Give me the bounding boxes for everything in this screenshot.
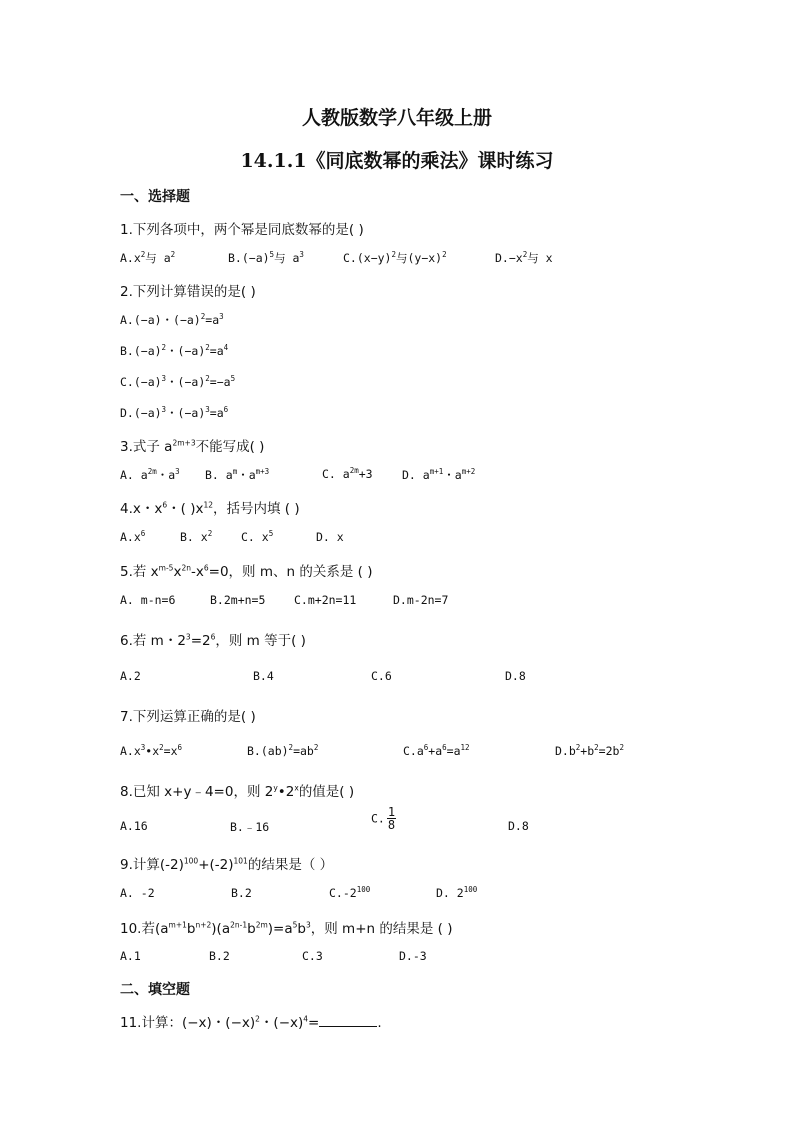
q1-option-d: $D.-x^2$与 x xyxy=(495,250,553,265)
question-1: 1.下列各项中，两个幂是同底数幂的是( ) xyxy=(120,222,364,238)
q7-option-a: $A.x^3•x^2=x^6$ xyxy=(120,743,183,758)
q10-option-c: C.3 xyxy=(302,949,323,963)
q1-option-a: $A.x^2$与 $a^2$ xyxy=(120,250,176,265)
question-9: 9.计算$(-2)^{100}+(-2)^{101}$的结果是（ ） xyxy=(120,856,334,873)
q8-option-a: A.16 xyxy=(120,819,148,833)
answer-blank[interactable] xyxy=(319,1014,377,1027)
question-2: 2.下列计算错误的是( ) xyxy=(120,284,256,300)
page-subtitle: 14.1.1《同底数幂的乘法》课时练习 xyxy=(240,150,554,172)
question-5: 5.若 $x^{m-5}x^{2n}-x^6=0$，则 m、n 的关系是 ( ) xyxy=(120,563,373,580)
question-4: 4.x・$x^6$・( )$x^{12}$，括号内填 ( ) xyxy=(120,500,300,517)
question-3: 3.式子 $a^{2m+3}$不能写成( ) xyxy=(120,438,265,455)
q1-option-b: $B.(-a)^5$与 $a^3$ xyxy=(228,250,304,265)
q3-option-c: C. $a^{2m}+3$ xyxy=(322,466,373,481)
question-8: 8.已知 x+y﹣4=0，则 2$^y$•2$^x$的值是( ) xyxy=(120,783,355,800)
q8-option-d: D.8 xyxy=(508,819,529,833)
q6-option-a: A.2 xyxy=(120,669,141,683)
q1-option-c: $C.(x-y)^2$与$(y-x)^2$ xyxy=(343,250,447,265)
q5-option-d: D.m-2n=7 xyxy=(393,593,449,607)
q9-option-d: D. $2^{100}$ xyxy=(436,885,478,900)
q7-option-c: $C.a^6+a^6=a^{12}$ xyxy=(403,743,470,758)
q9-option-a: A. -2 xyxy=(120,886,155,900)
q10-option-b: B.2 xyxy=(209,949,230,963)
q2-option-b: $B.(-a)^2$・$(-a)^2=a^4$ xyxy=(120,343,229,358)
q4-option-a: $A.x^6$ xyxy=(120,529,146,544)
q6-option-d: D.8 xyxy=(505,669,526,683)
q5-option-a: A. m-n=6 xyxy=(120,593,176,607)
q4-option-b: B. $x^2$ xyxy=(180,529,213,544)
q8-option-b: B.﹣16 xyxy=(230,820,270,834)
question-11: 11.计算：(−x)・$(-x)^2$・$(-x)^4=$ . xyxy=(120,1014,382,1031)
q3-option-b: B. $a^m$・$a^{m+3}$ xyxy=(205,467,270,482)
q6-option-c: C.6 xyxy=(371,669,392,683)
q3-option-a: A. $a^{2m}$・$a^3$ xyxy=(120,467,180,482)
question-10: 10.若$(a^{m+1}b^{n+2})(a^{2n-1}b^{2m})=a^5b^3$，则 m+n 的结果是 ( ) xyxy=(120,920,453,937)
question-7: 7.下列运算正确的是( ) xyxy=(120,709,256,725)
q2-option-c: $C.(-a)^3$・$(-a)^2=-a^5$ xyxy=(120,374,236,389)
q2-option-d: $D.(-a)^3$・$(-a)^3=a^6$ xyxy=(120,405,229,420)
q10-option-a: A.1 xyxy=(120,949,141,963)
q5-option-c: C.m+2n=11 xyxy=(294,593,357,607)
section-heading-fill: 二、填空题 xyxy=(120,982,190,998)
fraction-one-eighth: $\frac{1}{8}$ xyxy=(387,805,396,832)
question-6: 6.若 m・$2^3=2^6$，则 m 等于( ) xyxy=(120,632,306,649)
q7-option-b: $B.(ab)^2=ab^2$ xyxy=(247,743,319,758)
q10-option-d: D.-3 xyxy=(399,949,427,963)
q3-option-d: D. $a^{m+1}$・$a^{m+2}$ xyxy=(402,467,476,482)
q7-option-d: $D.b^2+b^2=2b^2$ xyxy=(555,743,624,758)
q5-option-b: B.2m+n=5 xyxy=(210,593,266,607)
q8-option-c: C. $\frac{1}{8}$ xyxy=(371,805,396,832)
section-heading-choice: 一、选择题 xyxy=(120,189,190,205)
q2-option-a: A.(−a)・$(-a)^2=a^3$ xyxy=(120,312,224,327)
q4-option-c: C. $x^5$ xyxy=(241,529,274,544)
q4-option-d: D. x xyxy=(316,530,344,544)
q9-option-c: $C.-2^{100}$ xyxy=(329,885,371,900)
q9-option-b: B.2 xyxy=(231,886,252,900)
q6-option-b: B.4 xyxy=(253,669,274,683)
page-title: 人教版数学八年级上册 xyxy=(301,107,492,129)
